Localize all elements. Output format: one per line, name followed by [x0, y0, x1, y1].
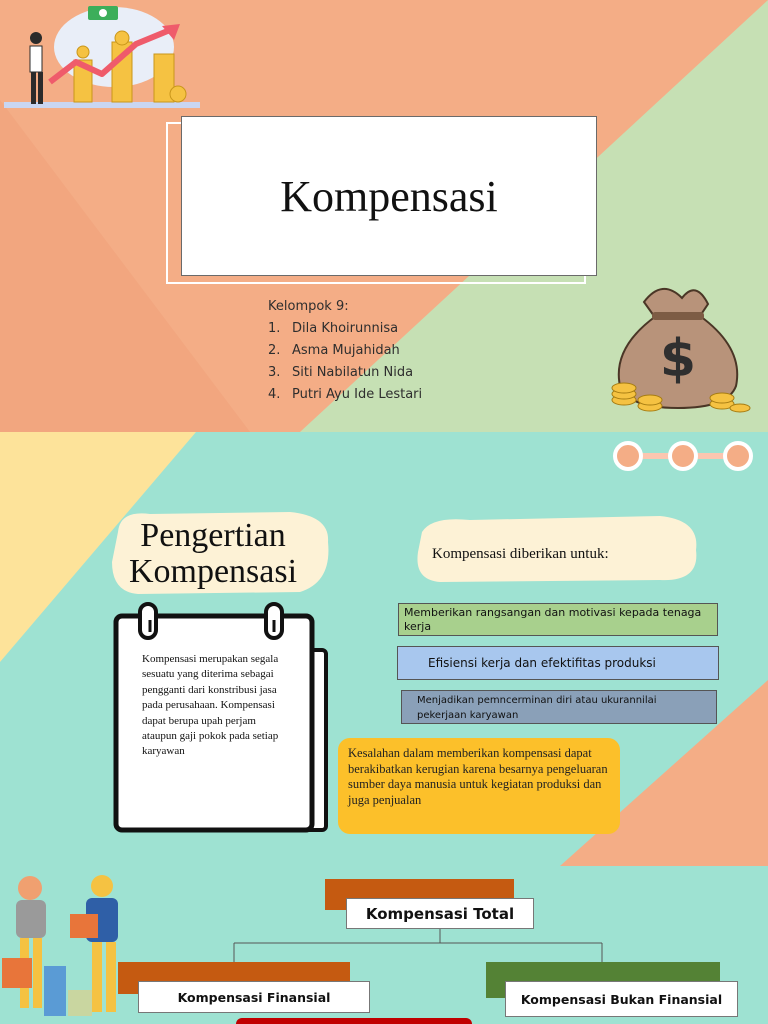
list-item — [268, 384, 422, 406]
warning-note: Kesalahan dalam memberikan kompensasi dapat berakibatkan kerugian karena besarnya pengeluaran sumber daya manusia untuk kegiatan produksi dan juga penjualan — [338, 738, 620, 834]
member-name: Dila Khoirunnisa — [292, 321, 399, 336]
growth-chart-illustration — [4, 2, 204, 114]
group-label: Kelompok 9: — [268, 299, 349, 314]
shoppers-illustration — [2, 875, 118, 1016]
list-item — [268, 340, 422, 362]
next-node-bar — [236, 1018, 472, 1024]
node-total-compensation: Kompensasi Total — [346, 898, 534, 929]
slide-definition — [0, 432, 768, 866]
member-number: 4. — [268, 387, 281, 402]
node-financial-compensation: Kompensasi Finansial — [138, 981, 370, 1013]
member-number: 3. — [268, 365, 281, 380]
slide-title-text: Kompensasi — [280, 171, 498, 221]
definition-title-line2: Kompensasi — [128, 553, 298, 590]
definition-text: Kompensasi merupakan segala sesuatu yang diterima sebagai pengganti dari konstribusi jasa pada perusahaan. Kompensasi dapat berupa upah perjam ataupun gaji pokok pada setiap karyawan — [142, 653, 279, 758]
member-name: Asma Mujahidah — [292, 343, 400, 358]
purpose-item-efficiency: Efisiensi kerja dan efektifitas produksi — [397, 646, 719, 680]
list-item — [268, 362, 422, 384]
slide-compensation-types — [0, 866, 768, 1024]
member-list — [268, 318, 422, 406]
member-number: 2. — [268, 343, 281, 358]
definition-title — [108, 518, 318, 590]
timeline-dots — [615, 443, 751, 469]
group-members — [268, 296, 422, 406]
node-nonfinancial-compensation: Kompensasi Bukan Finansial — [505, 981, 738, 1017]
member-number: 1. — [268, 321, 281, 336]
member-name: Putri Ayu Ide Lestari — [292, 387, 423, 402]
title-card — [181, 116, 597, 276]
purpose-title: Kompensasi diberikan untuk: — [432, 546, 609, 562]
purpose-item-reflection: Menjadikan pemncerminan diri atau ukurannilai pekerjaan karyawan — [401, 690, 717, 724]
list-item — [268, 318, 422, 340]
svg-text:$: $ — [659, 329, 697, 389]
member-name: Siti Nabilatun Nida — [292, 365, 414, 380]
money-bag-icon — [604, 268, 754, 418]
slide-title — [0, 0, 768, 432]
definition-title-line1: Pengertian — [140, 517, 286, 554]
purpose-item-motivation: Memberikan rangsangan dan motivasi kepada tenaga kerja — [398, 603, 718, 636]
